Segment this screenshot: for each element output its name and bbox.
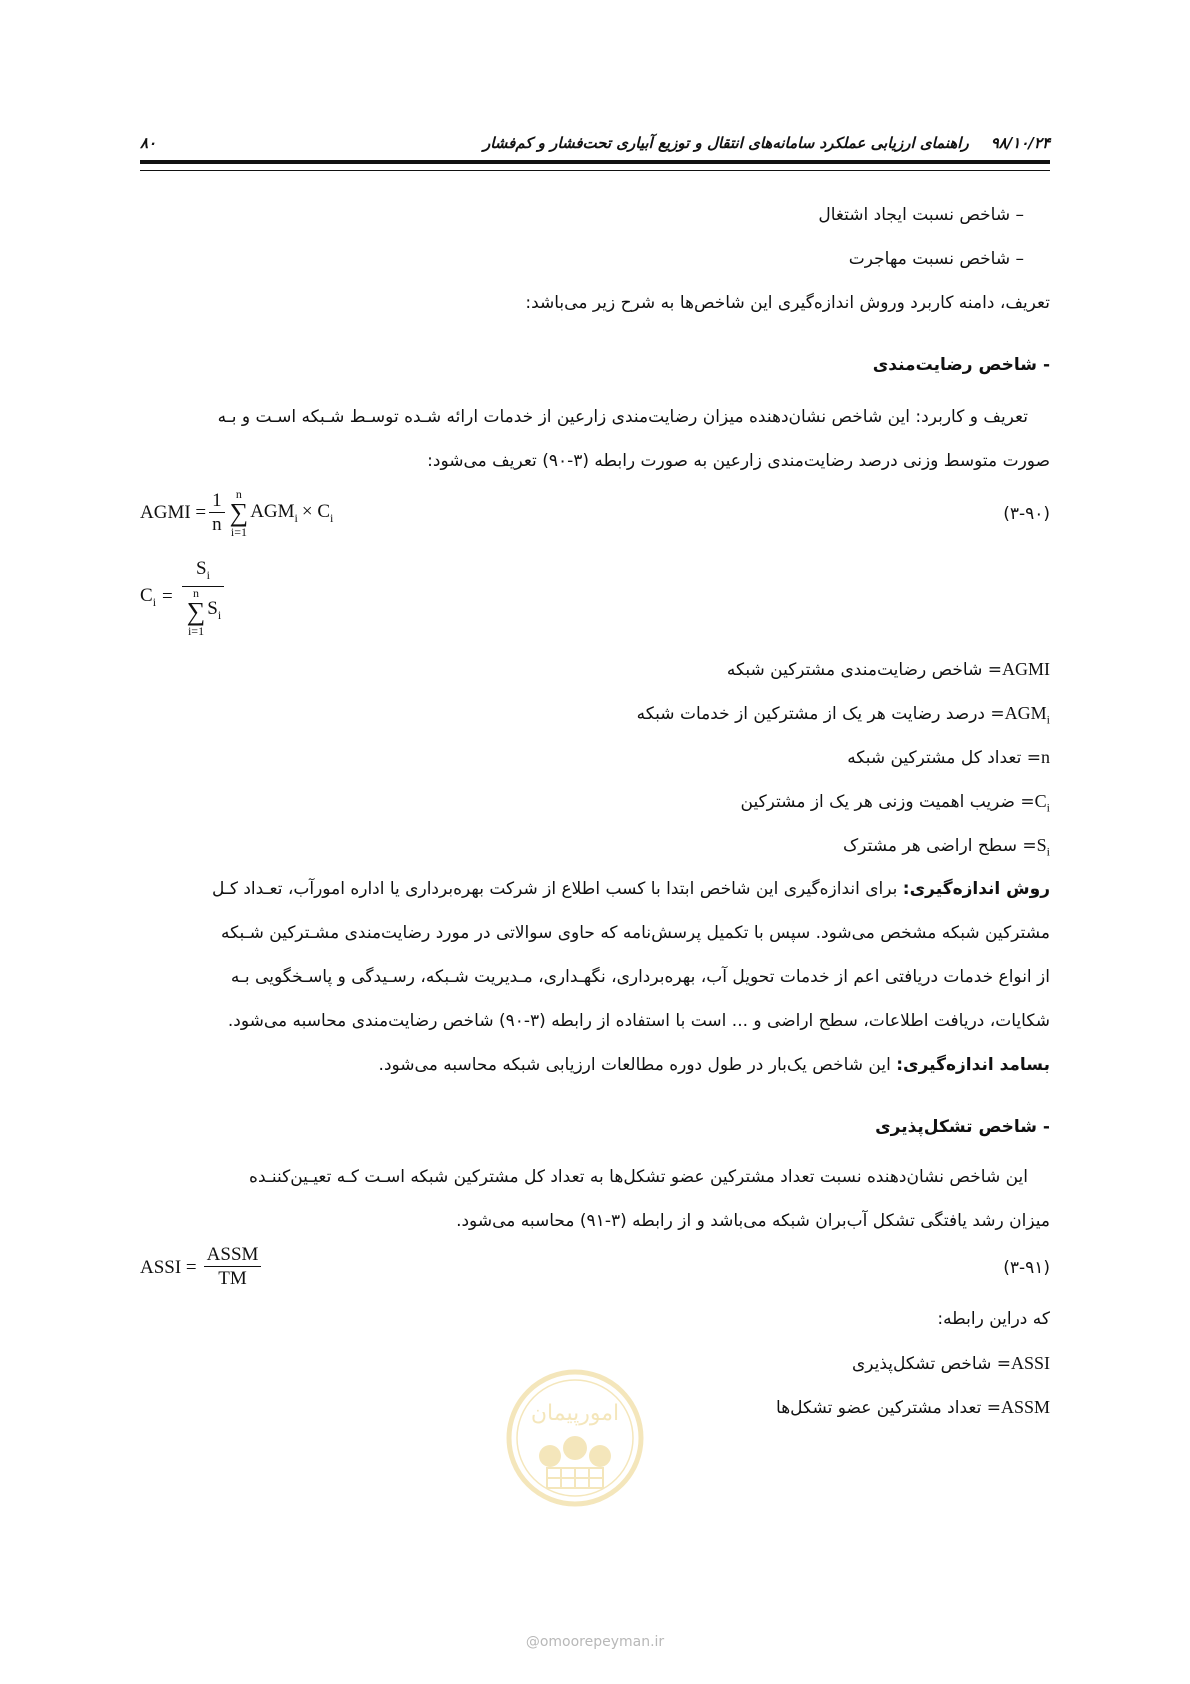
frequency-line: بسامد اندازه‌گیری: این شاخص یک‌بار در طول دوره مطالعات ارزیابی شبکه محاسبه می‌شود. — [378, 1055, 1050, 1075]
organization-line-2: میزان رشد یافتگی تشکل آب‌بران شبکه می‌باشد و از رابطه (۳-۹۱) محاسبه می‌شود. — [456, 1211, 1050, 1231]
assi-fraction — [204, 1244, 262, 1291]
equation-number-91: (۳-۹۱) — [1003, 1258, 1050, 1278]
header-rule — [140, 160, 1050, 171]
bullet-item-1: – شاخص نسبت ایجاد اشتغال — [818, 205, 1024, 225]
assi-denominator: TM — [218, 1268, 247, 1289]
assi-numerator: ASSM — [204, 1244, 262, 1267]
assi-lhs: ASSI = — [140, 1256, 197, 1278]
formula-ci — [140, 558, 227, 637]
page-number: ۸۰ — [140, 134, 157, 152]
definition-assi: ASSI= شاخص تشکل‌پذیری — [851, 1353, 1050, 1374]
formula-agmi — [140, 488, 333, 538]
definition-agmi: AGMI= شاخص رضایت‌مندی مشترکین شبکه — [726, 659, 1050, 680]
fraction-numerator: 1 — [209, 490, 225, 513]
ci-summation: n ∑ i=1 — [186, 585, 206, 638]
definition-assm: ASSM= تعداد مشترکین عضو تشکل‌ها — [776, 1397, 1050, 1418]
watermark-url: @omoorepeyman.ir — [525, 1634, 665, 1650]
definition-line-2: صورت متوسط وزنی درصد رضایت‌مندی زارعین به صورت رابطه (۳-۹۰) تعریف می‌شود: — [427, 451, 1050, 471]
definition-line-1: تعریف و کاربرد: این شاخص نشان‌دهنده میزان رضایت‌مندی زارعین از خدمات ارائه شـده توسـط شـبکه اسـت و بـه — [217, 407, 1028, 427]
sum-upper: n — [235, 487, 242, 501]
equation-number-90: (۳-۹۰) — [1003, 504, 1050, 524]
method-line-3: از انواع خدمات دریافتی اعم از خدمات تحویل آب، بهره‌برداری، نگهـداری، مـدیریت شـبکه، رسـیدگی و پاسـخگویی بـه — [230, 967, 1050, 987]
ci-lhs: $C_i$ — [140, 585, 157, 609]
bullet-item-2: – شاخص نسبت مهاجرت — [848, 249, 1024, 269]
formula-fraction — [209, 490, 225, 537]
section-heading-satisfaction: - شاخص رضایت‌مندی — [872, 355, 1050, 375]
method-line-4: شکایات، دریافت اطلاعات، سطح اراضی و ... است با استفاده از رابطه (۳-۹۰) شاخص رضایت‌مندی محاسبه می‌شود. — [227, 1011, 1050, 1031]
organization-line-1: این شاخص نشان‌دهنده نسبت تعداد مشترکین عضو تشکل‌ها به تعداد کل مشترکین شبکه اسـت کـه تعیـین‌کننـده — [249, 1167, 1028, 1187]
intro-line: تعریف، دامنه کاربرد وروش اندازه‌گیری این شاخص‌ها به شرح زیر می‌باشد: — [525, 293, 1050, 313]
page-header — [140, 128, 1050, 158]
formula-lhs: AGMI = — [140, 502, 207, 523]
method-line-1: روش اندازه‌گیری: برای اندازه‌گیری این شاخص ابتدا با کسب اطلاع از شرکت بهره‌برداری یا اداره امورآب، تعـداد کـل — [212, 879, 1050, 899]
formula-term: $AGM_i$ — [250, 500, 298, 525]
definition-c-i: $C_i=$ ضریب اهمیت وزنی هر یک از مشترکین — [740, 791, 1050, 815]
at-icon: @ — [525, 1634, 540, 1650]
ci-fraction — [182, 558, 224, 637]
where-line: که دراین رابطه: — [937, 1309, 1050, 1329]
ci-equals: = — [162, 586, 173, 608]
formula-assi — [140, 1244, 264, 1291]
definition-agm-i: $AGM_i=$ درصد رضایت هر یک از مشترکین از خدمات شبکه — [636, 703, 1050, 727]
method-line-2: مشترکین شبکه مشخص می‌شود. سپس با تکمیل پرسش‌نامه که حاوی سوالاتی در مورد رضایت‌مندی مشـترکین شـبکه — [221, 923, 1050, 943]
method-label: روش اندازه‌گیری: — [902, 879, 1050, 899]
header-title-group — [483, 134, 1050, 152]
formula-times-term: × $C_i$ — [301, 500, 334, 525]
summation — [230, 488, 249, 538]
svg-text:امورپیمان: امورپیمان — [530, 1401, 620, 1426]
header-title: راهنمای ارزیابی عملکرد سامانه‌های انتقال و توزیع آبیاری تحت‌فشار و کم‌فشار — [482, 134, 969, 152]
ci-numerator: $S_i$ — [182, 558, 224, 587]
fraction-denominator: n — [212, 513, 222, 535]
sum-lower: i=1 — [230, 525, 247, 539]
frequency-label: بسامد اندازه‌گیری: — [896, 1055, 1050, 1075]
watermark-seal-logo — [505, 1368, 645, 1508]
header-date: ۹۸/۱۰/۲۴ — [990, 134, 1050, 152]
definition-n: n= تعداد کل مشترکین شبکه — [847, 747, 1050, 768]
ci-denominator: n ∑ i=1 $S_i$ — [186, 585, 222, 638]
definition-s-i: $S_i=$ سطح اراضی هر مشترک — [843, 835, 1050, 859]
sum-symbol: ∑ — [229, 498, 249, 527]
section-heading-organization: - شاخص تشکل‌پذیری — [875, 1117, 1050, 1137]
